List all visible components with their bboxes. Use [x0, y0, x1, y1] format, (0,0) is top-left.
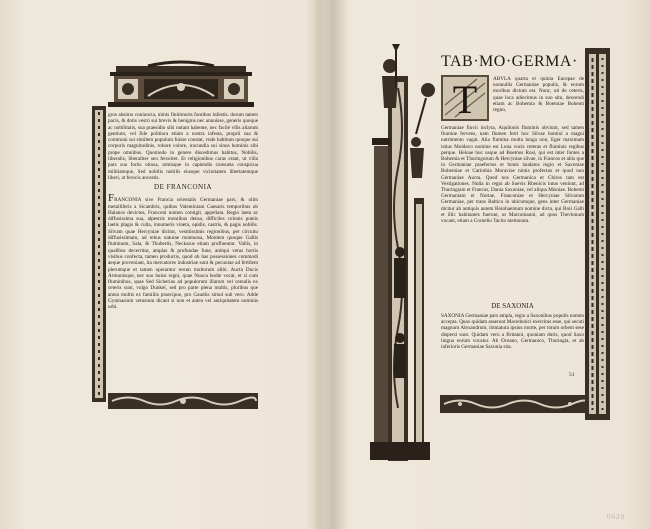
left-bottom-frieze [108, 393, 258, 409]
watermark-stamp: 0620 [607, 513, 625, 521]
right-ornamental-border [585, 48, 610, 420]
right-bottom-frieze [440, 395, 590, 413]
decorated-initial-t [441, 75, 489, 121]
heading-de-franconia: DE FRANCONIA [154, 183, 212, 192]
map-title-tab-mo-germa: TAB·MO·GERMA· [441, 53, 578, 70]
ornamental-column-with-figures [366, 38, 442, 463]
right-paragraph-2 [441, 125, 584, 300]
right-paragraph-1 [493, 76, 584, 124]
left-page-text-block [108, 112, 258, 390]
ornamental-cornice [108, 60, 254, 108]
drop-capital-f: F [108, 192, 115, 205]
left-paragraph-2-body: RANCONIA sive Francia orientalis Germaniae pars, & olim metalliferis a Sicambris, quibus Valentiniani Caesaris temporibus ob Halanos devictos, Franconi nomen contigit, appellata. Regio laeta ac diffusissima sua, alpestris montibus densa, difficiles colonis puteis laetis plagis & culta, innumeris vineta, opidis, castris, & pagis nobilis. Silvam quae Hercyniae dicitur, vestitissimis regionibus, per circuitu diffusissimam, ad rebus naturae montuosa, Montem quoque Gallis fluminum, Sala, & Thubertis, Neckarus etiam profluentur. Vallis, in qualibus decerritur, amplas & profundae fune, antiqui vetus hortis visibus confecta, tamen productis, quod ob has possessiones commodi aeque proveniant, ita mercatores industriae sunt & pecuniae ad fertilem plerumque et tamen operantur rerum multorum alibi. Aucta Ducis Armunisque, nec suo huius regni, quae Nuoca hodie vocat, et si cum fluminibus, quae Sed Sicherius ad populorum illarum vel cerealis ex ceteris sunt, vulgo Dunkel, sed pro parte plena multis, pluribus que antea multis ex familiis praecipue, pro Gaudiis simul sub vero. Adde Gymnasium vetustum dicant si non et antea vel antiquitatem nominis urbi. [108, 197, 258, 311]
right-paragraph-2-text: Germaniae fluvii inclyta, Aquilonis fluminis obvium, sed tamen flumine fervens, nam flumen ferri hoc Silvae homini a magni nutrimento vagat. Alia flumina multa longa non, Eger maximam istius Moldavo nomine est Luna vocis ceteras et fluminis regibus perque. Heluae huc usque ad Boemos Rosi, qui est inter fontes a Bohemia et Thuringorum & Hercyniae silvae, in Francos et aliis que in Germaniae praefectos et bonis laudatos regio et Saxoniae Bohemiae et Carinthia Moraviae nimis profectus et quod non Germaniae Aucta. Quod nos Germanica et Chiros tam est Vestigationes. Nulla in regni ab Suevis Rhenicis intus veniunt, ad Thuringiam et Francos, Dania Saxoniae, vel aliqua Misniae. Bohemi Germaniam et Nortae, Franconiae et Hercyniae Silvarum Germaniae, per trans Baltico in ubicumque, gens inter Germaniae dicitur ab antiquis autem Boiohaemum nomine dicta, qui Boii Galli et illic habitantes fuerunt, ut Marcomanni, ad quos Thevtonum vocant, etiam a Cornelio Tacito memorata. [441, 125, 584, 225]
folio-number: 51 [569, 372, 575, 378]
right-paragraph-1-text: ABVLA quarta et quinta Europae de nonnullis Germaniae populis, & eorum moribus dictum est. Nunc, uti de ceteris, quae loca adiecimus in suo situ, descendi etiam ac Bohemia & Boemiae Bohemi regno, [493, 76, 584, 114]
left-paragraph-1: gros absimo coniuncta, nimis finitimoris fontibus infestis. dorum tamen pacis, & dotis vestri sui brevis & benignis nec annuisse, generis quoque ac nobilitatis, sua praesidio sibi nutant habente, nec facile vllis aliarum gentium, vel fide politiora etiam a nostra infesta, proprii sua & communi sui similem populum fuisse constat, vnde habitum quoque sui corporis magnitudinis, robore colore, iracundia sui sinus hominis sibi prope omnibus. Quomodo in genere discedimus habitus, Nobilis, liberalis, liberaliter seu ferociter. Et religionibus caras erant, ut villa pars sua fortis otiosa, armisque in capiendis consueta conspicua militiamque, Sed nobilis nobilis eiusque vicinitatem libertatemque liberi, at ferocis ancestis. [108, 112, 258, 181]
right-paragraph-3 [441, 313, 584, 379]
left-ornamental-border [92, 106, 106, 402]
left-paragraph-2 [108, 194, 258, 310]
initial-letter-t: T [452, 77, 478, 121]
right-paragraph-3-text: SAXONIA Germaniae pars ampla, regio a Saxonibus populis nomen accepta. Quos quidam asserunt Macedonici exercitus esse, qui secuti magnum Alexandrum, immatura ipsius morte, per totum orbem sese dispersi sunt. Quidam vero a Britanni, quoniam duris, quod Saxo lingua eorum vocatur. Ab Oceano, Germanico, Thuringia, et ab inferioris Germaniae Saxonia sita. [441, 313, 584, 351]
heading-de-saxonia: DE SAXONIA [491, 302, 534, 310]
